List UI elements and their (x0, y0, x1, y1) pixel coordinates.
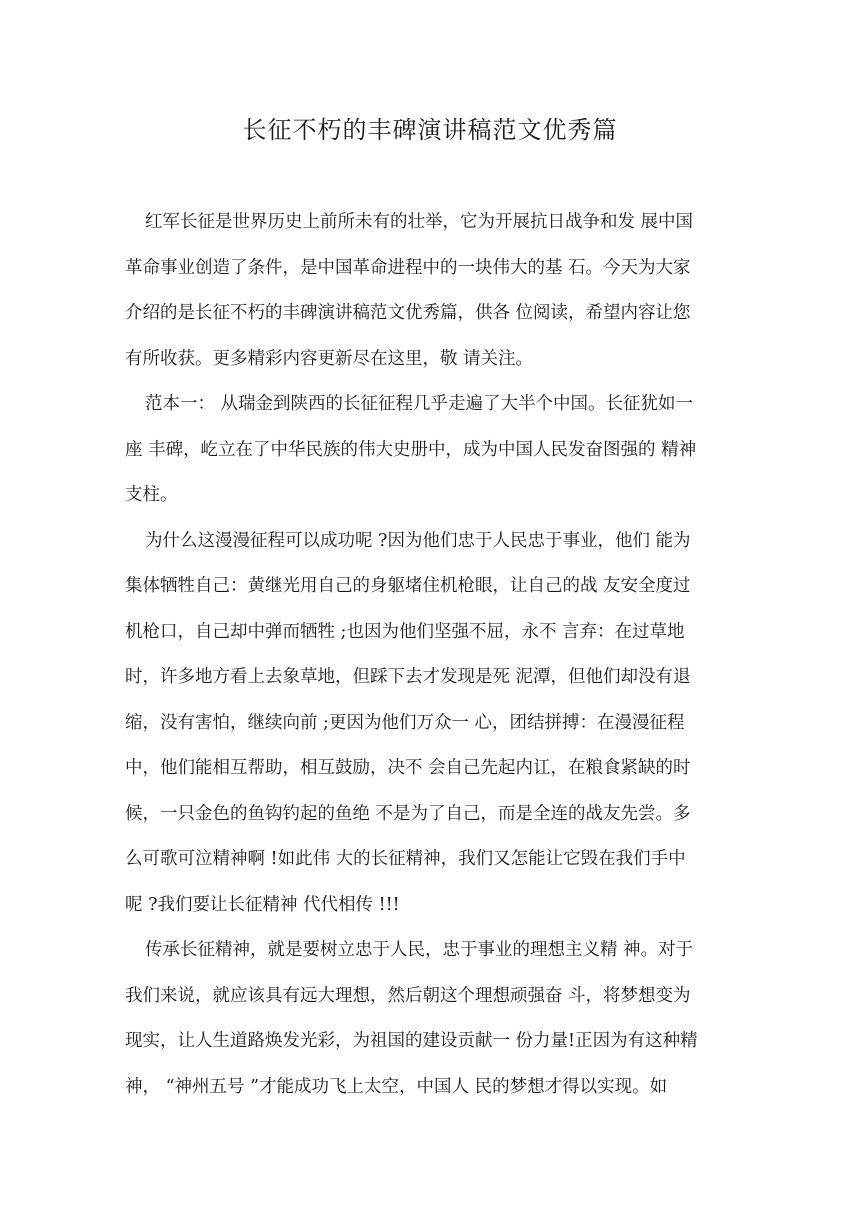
text-line: 缩，没有害怕，继续向前 ;更因为他们万众一 心，团结拼搏：在漫漫征程 (125, 712, 685, 733)
text-line: 为什么这漫漫征程可以成功呢 ?因为他们忠于人民忠于事业，他们 能为 (145, 530, 691, 551)
text-line: 传承长征精神，就是要树立忠于人民，忠于事业的理想主义精 神。对于 (145, 940, 694, 960)
text-line: 支柱。 (125, 485, 178, 505)
text-line: 红军长征是世界历史上前所未有的壮举，它为开展抗日战争和发 展中国 (145, 212, 694, 232)
text-line: 座 丰碑，屹立在了中华民族的伟大史册中，成为中国人民发奋图强的 精神 (125, 439, 697, 460)
text-line: 现实，让人生道路焕发光彩，为祖国的建设贡献一 份力量!正因为有这种精 (125, 1031, 698, 1051)
text-line: 中，他们能相互帮助，相互鼓励，决不 会自己先起内讧，在粮食紧缺的时 (125, 758, 691, 778)
paragraph-intro (125, 200, 725, 382)
text-line: 么可歌可泣精神啊 !如此伟 大的长征精神，我们又怎能让它毁在我们手中 (125, 849, 686, 869)
text-line: 时，许多地方看上去象草地，但踩下去才发现是死 泥潭，但他们却没有退 (125, 667, 691, 687)
text-line: 有所收获。更多精彩内容更新尽在这里，敬 请关注。 (125, 348, 534, 369)
text-line: 我们来说，就应该具有远大理想，然后朝这个理想顽强奋 斗，将梦想变为 (125, 985, 691, 1006)
paragraph-sample-one (125, 382, 725, 519)
text-line: 范本一： 从瑞金到陕西的长征征程几乎走遍了大半个中国。长征犹如一 (145, 394, 694, 414)
paragraph-why-success (125, 519, 725, 929)
text-line: 机枪口，自己却中弹而牺牲 ;也因为他们坚强不屈，永不 言弃：在过草地 (125, 621, 685, 642)
text-line: 介绍的是长征不朽的丰碑演讲稿范文优秀篇，供各 位阅读，希望内容让您 (125, 303, 691, 323)
text-line: 候，一只金色的鱼钩钓起的鱼绝 不是为了自己，而是全连的战友先尝。多 (125, 803, 691, 824)
document-body (125, 200, 725, 1110)
text-line: 集体牺牲自己：黄继光用自己的身躯堵住机枪眼，让自己的战 友安全度过 (125, 576, 691, 596)
document-title: 长征不朽的丰碑演讲稿范文优秀篇 (242, 116, 618, 144)
paragraph-inherit-spirit (125, 928, 725, 1110)
text-line: 呢 ?我们要让长征精神 代代相传 !!! (125, 894, 400, 915)
text-line: 革命事业创造了条件，是中国革命进程中的一块伟大的基 石。今天为大家 (125, 257, 691, 278)
text-line: 神， “神州五号 ”才能成功飞上太空，中国人 民的梦想才得以实现。如 (125, 1076, 668, 1097)
